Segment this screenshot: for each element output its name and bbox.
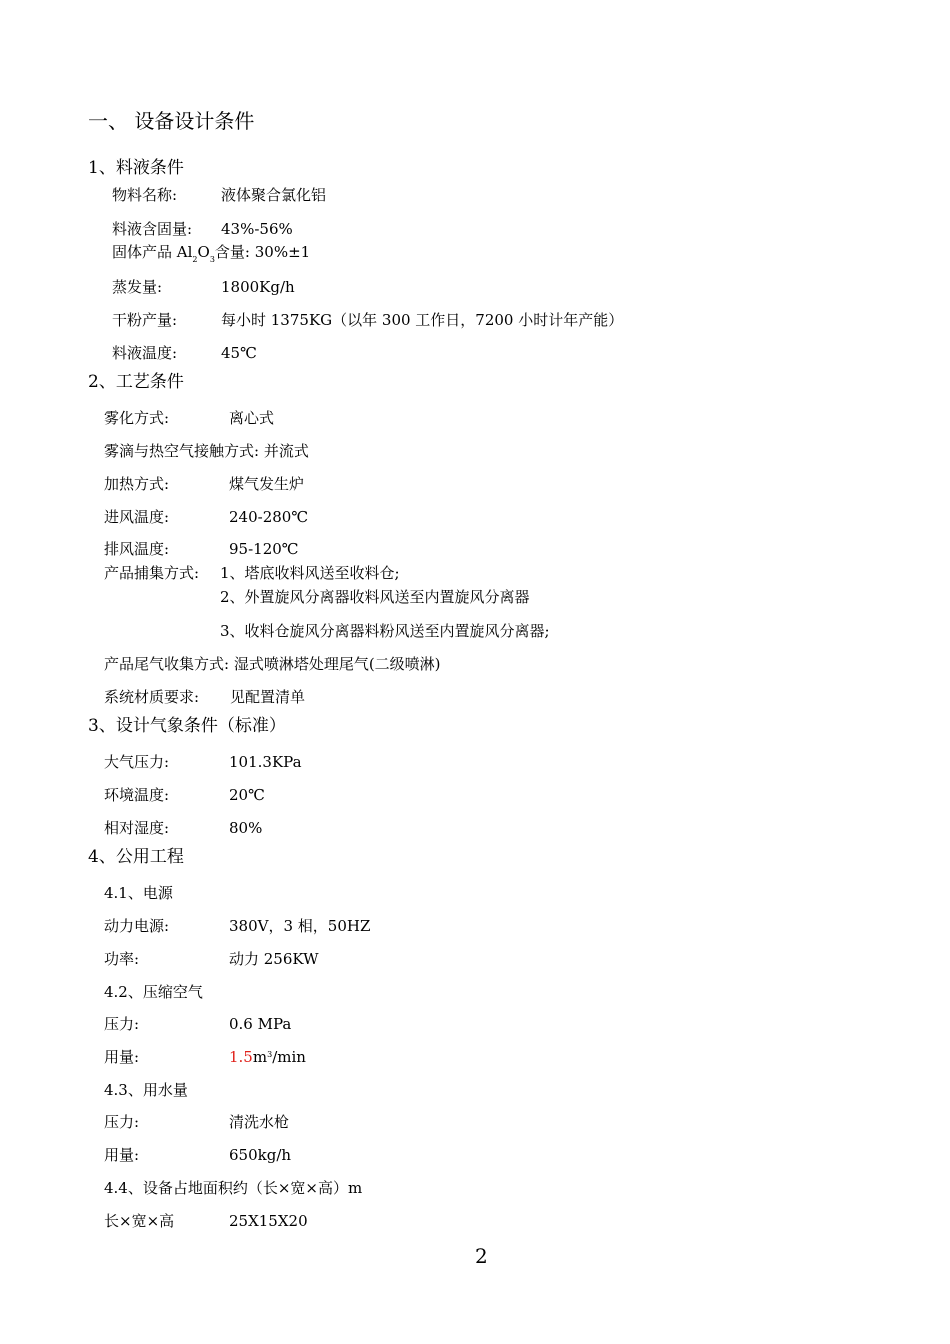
- atm-pressure-label: 大气压力:: [104, 753, 170, 771]
- outlet-value: 95-120℃: [229, 540, 299, 558]
- collect-item-2: 2、外置旋风分离器收料风送至内置旋风分离器: [220, 588, 530, 606]
- atom-value: 离心式: [229, 409, 275, 427]
- material-label: 物料名称:: [112, 186, 178, 204]
- area-heading: 4.4、设备占地面积约（长×宽×高）m: [104, 1179, 363, 1197]
- water-pressure-label: 压力:: [104, 1113, 140, 1131]
- al-suffix: 含量: 30%±1: [214, 243, 311, 261]
- heat-value: 煤气发生炉: [229, 475, 305, 493]
- collect-label: 产品捕集方式:: [104, 564, 200, 582]
- contact-text: 雾滴与热空气接触方式: 并流式: [104, 442, 309, 460]
- air-heading: 4.2、压缩空气: [104, 983, 203, 1001]
- powder-label: 干粉产量:: [112, 311, 178, 329]
- material-req-label: 系统材质要求:: [104, 688, 200, 706]
- al-subscript-2: 2: [192, 255, 198, 264]
- section-title: 一、 设备设计条件: [88, 109, 255, 133]
- solid-value: 43%-56%: [221, 220, 293, 238]
- water-usage-label: 用量:: [104, 1146, 140, 1164]
- inlet-value: 240-280℃: [229, 508, 309, 526]
- atm-pressure-value: 101.3KPa: [229, 753, 302, 771]
- tail-gas-text: 产品尾气收集方式: 湿式喷淋塔处理尾气(二级喷淋): [104, 655, 441, 673]
- water-pressure-value: 清洗水枪: [229, 1113, 290, 1131]
- s3-heading: 3、设计气象条件（标准）: [88, 716, 286, 736]
- humidity-label: 相对湿度:: [104, 819, 170, 837]
- inlet-label: 进风温度:: [104, 508, 170, 526]
- material-value: 液体聚合氯化铝: [221, 186, 327, 204]
- env-temp-value: 20℃: [229, 786, 265, 804]
- al-prefix: 固体产品 Al: [112, 243, 193, 261]
- outlet-label: 排风温度:: [104, 540, 170, 558]
- al-oxygen: O: [197, 243, 210, 261]
- page-number: 2: [475, 1244, 488, 1268]
- power-supply-label: 动力电源:: [104, 917, 170, 935]
- area-label: 长×宽×高: [104, 1212, 175, 1230]
- s4-heading: 4、公用工程: [88, 847, 184, 867]
- area-value: 25X15X20: [229, 1212, 308, 1230]
- s2-heading: 2、工艺条件: [88, 372, 184, 392]
- air-usage-number: 1.5: [229, 1048, 253, 1066]
- humidity-value: 80%: [229, 819, 263, 837]
- liquid-temp-value: 45℃: [221, 344, 257, 362]
- air-usage-value: [229, 1047, 306, 1070]
- water-usage-value: 650kg/h: [229, 1146, 292, 1164]
- air-usage-superscript: 3: [267, 1050, 273, 1059]
- liquid-temp-label: 料液温度:: [112, 344, 178, 362]
- air-pressure-value: 0.6 MPa: [229, 1015, 292, 1033]
- powder-value: 每小时 1375KG（以年 300 工作日，7200 小时计年产能）: [221, 311, 624, 329]
- env-temp-label: 环境温度:: [104, 786, 170, 804]
- air-usage-label: 用量:: [104, 1048, 140, 1066]
- power-rate-label: 功率:: [104, 950, 140, 968]
- atom-label: 雾化方式:: [104, 409, 170, 427]
- water-heading: 4.3、用水量: [104, 1081, 188, 1099]
- air-usage-unit-m: m: [252, 1048, 268, 1066]
- evap-label: 蒸发量:: [112, 278, 163, 296]
- power-heading: 4.1、电源: [104, 884, 173, 902]
- solid-label: 料液含固量:: [112, 220, 193, 238]
- s1-heading: 1、料液条件: [88, 158, 184, 178]
- al-subscript-3: 3: [209, 255, 215, 264]
- collect-item-3: 3、收料仓旋风分离器料粉风送至内置旋风分离器;: [220, 622, 550, 640]
- power-supply-value: 380V，3 相，50HZ: [229, 917, 371, 935]
- power-rate-value: 动力 256KW: [229, 950, 319, 968]
- al-content-line: [112, 242, 310, 265]
- material-req-value: 见配置清单: [230, 688, 306, 706]
- air-usage-unit-rest: /min: [272, 1048, 306, 1066]
- evap-value: 1800Kg/h: [221, 278, 295, 296]
- air-pressure-label: 压力:: [104, 1015, 140, 1033]
- heat-label: 加热方式:: [104, 475, 170, 493]
- collect-item-1: 1、塔底收料风送至收料仓;: [220, 564, 400, 582]
